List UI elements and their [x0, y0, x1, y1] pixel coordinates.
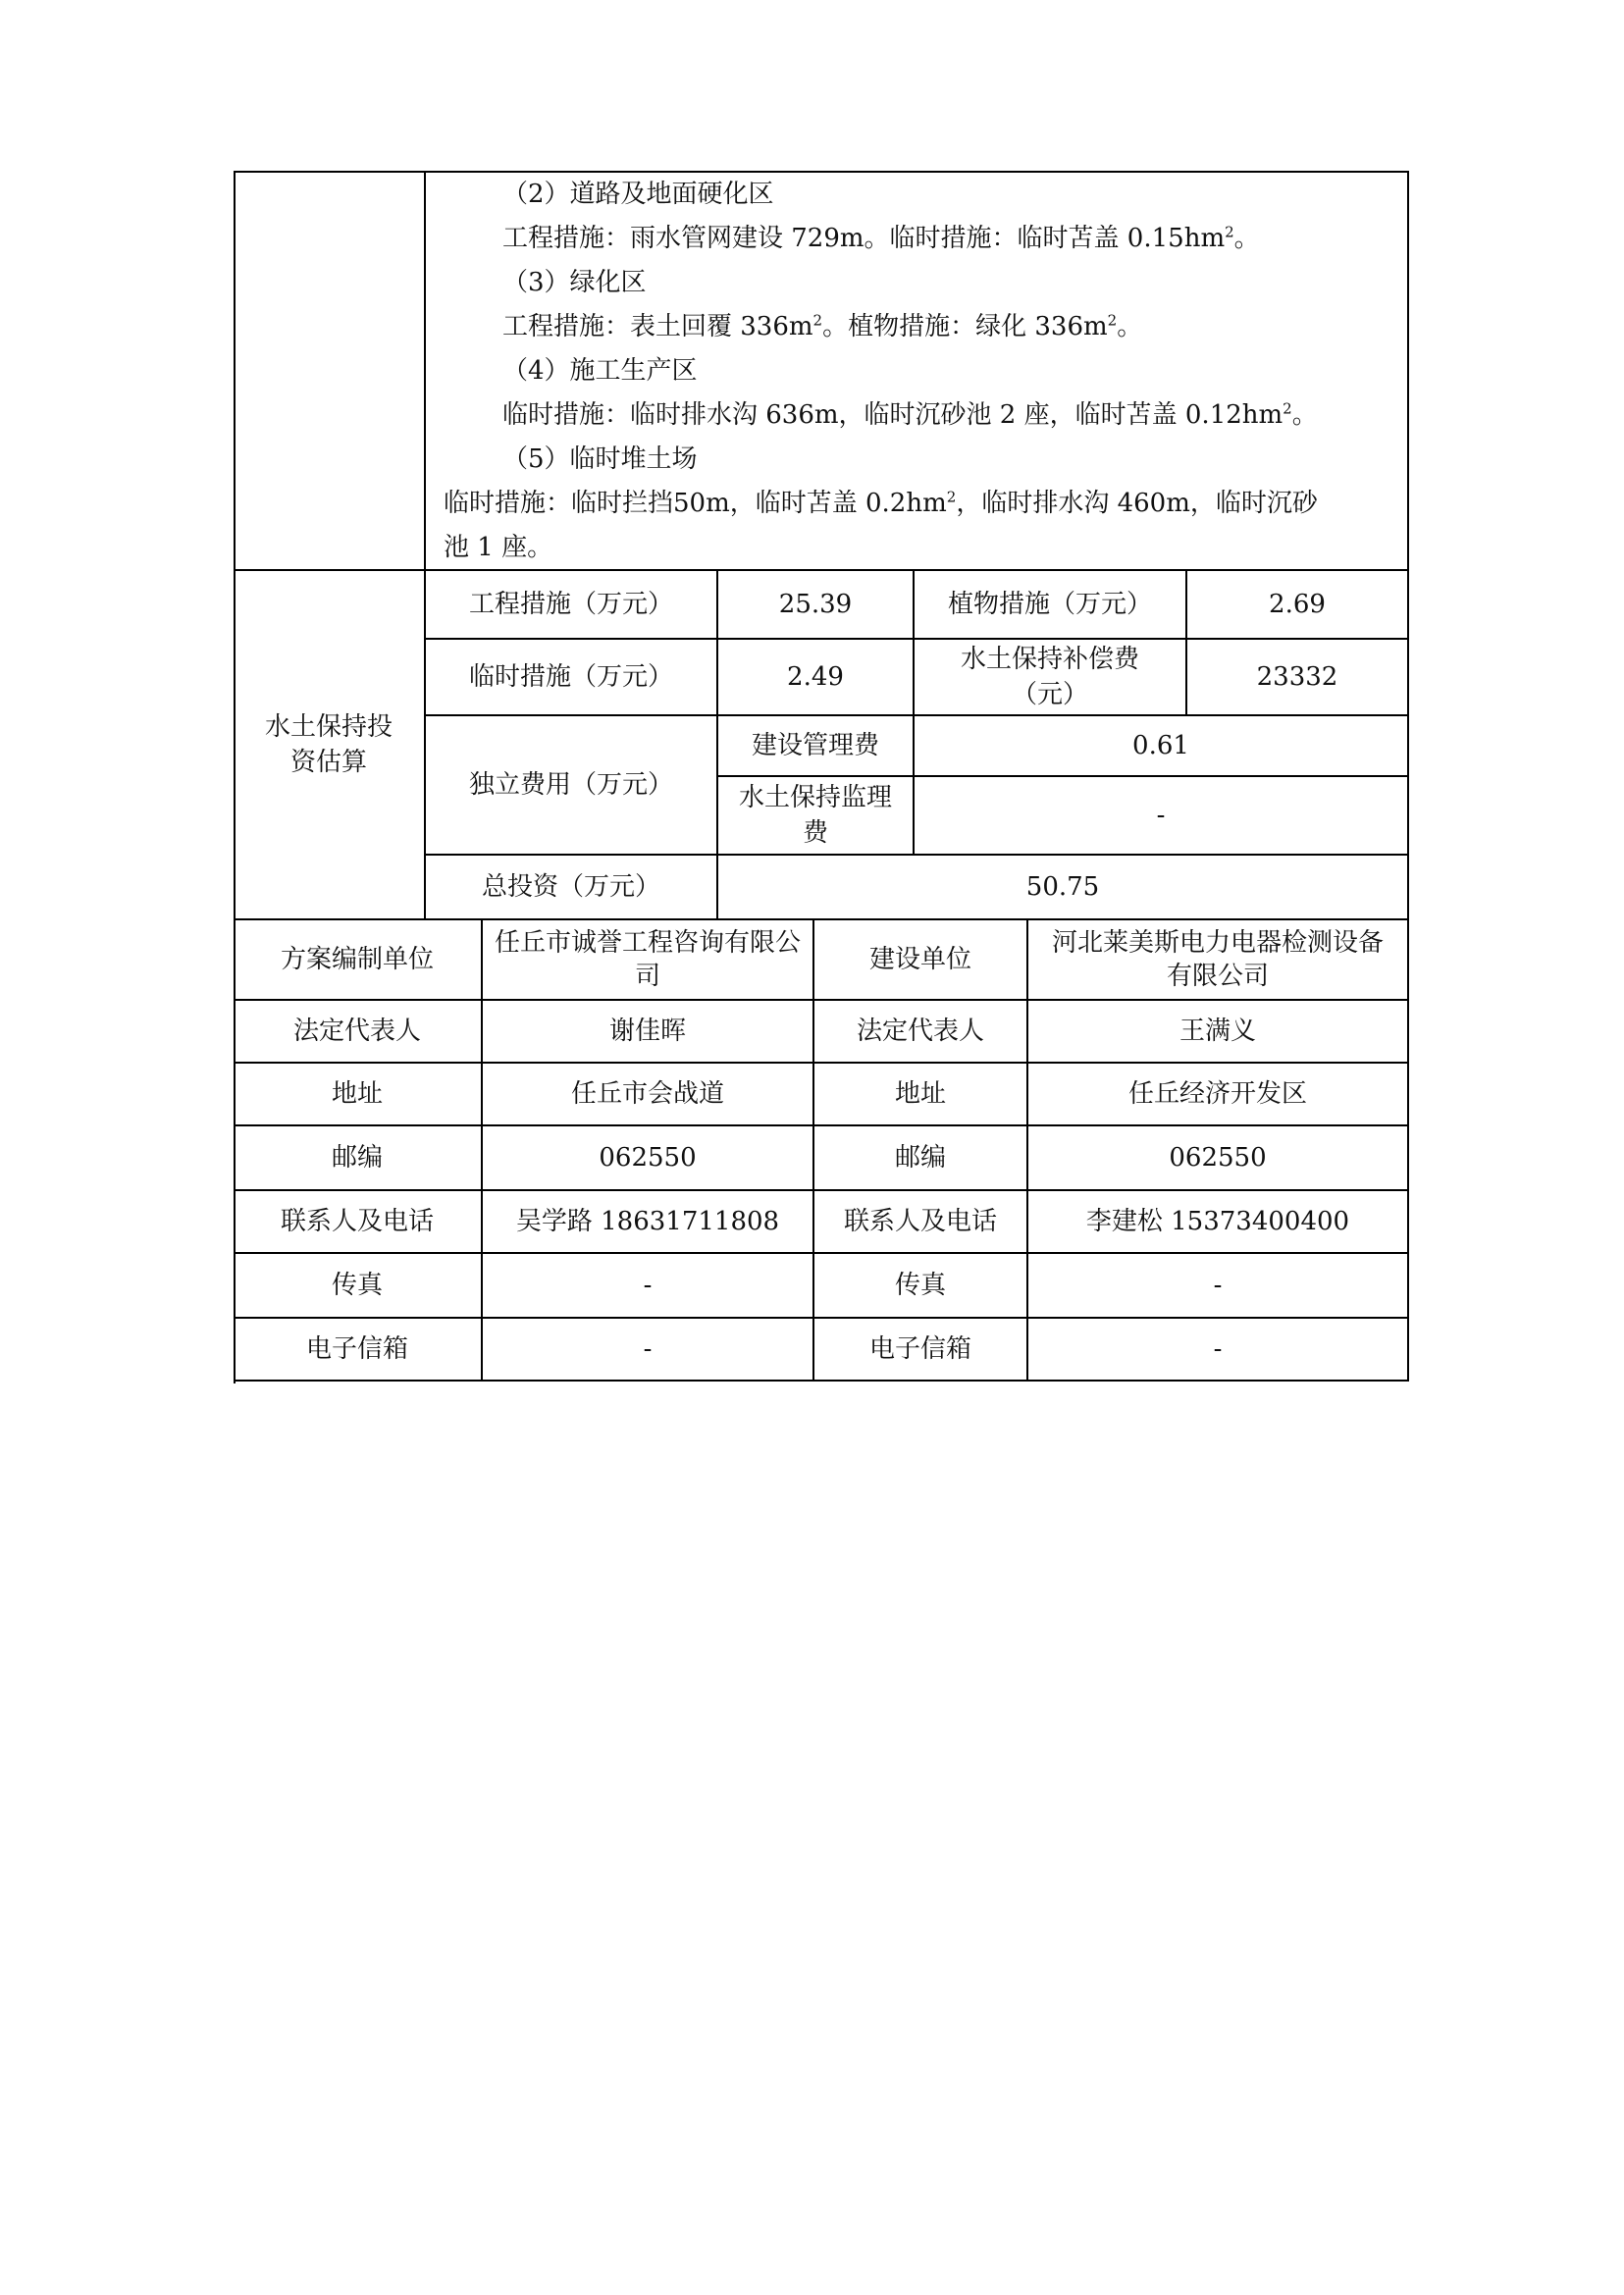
measures-line: （2）道路及地面硬化区 — [502, 180, 774, 209]
contact-row-label-2: 联系人及电话 — [814, 1191, 1028, 1254]
vegetation-value: 2.69 — [1187, 571, 1409, 640]
org-row-label-2: 建设单位 — [814, 920, 1028, 1001]
compensation-label: 水土保持补偿费（元） — [915, 640, 1187, 716]
contact-row-value-1: 吴学路 18631711808 — [483, 1191, 814, 1254]
construction-mgmt-label: 建设管理费 — [718, 716, 915, 777]
legal-rep-row-label-2: 法定代表人 — [814, 1001, 1028, 1064]
investment-section-label: 水土保持投资估算 — [234, 571, 426, 920]
org-row-value-1: 任丘市诚誉工程咨询有限公司 — [483, 920, 814, 1001]
measures-line: 工程措施：表土回覆 $336m^2$。植物措施：绿化 $336m^2$。 — [502, 311, 1143, 341]
address-row-label-1: 地址 — [234, 1064, 483, 1126]
measures-line: （3）绿化区 — [502, 268, 647, 297]
email-row-value-2: - — [1028, 1319, 1409, 1382]
legal-rep-row-label-1: 法定代表人 — [234, 1001, 483, 1064]
measures-line: 池 1 座。 — [444, 533, 553, 562]
measures-line: 临时措施：临时拦挡50m，临时苫盖 $0.2hm^2$，临时排水沟 460m，临时沉砂 — [444, 488, 1318, 518]
independent-label: 独立费用（万元） — [426, 716, 718, 856]
postcode-row-value-1: 062550 — [483, 1126, 814, 1191]
vegetation-label: 植物措施（万元） — [915, 571, 1187, 640]
supervision-value: - — [915, 777, 1409, 856]
supervision-label: 水土保持监理费 — [718, 777, 915, 856]
address-row-value-1: 任丘市会战道 — [483, 1064, 814, 1126]
email-row-value-1: - — [483, 1319, 814, 1382]
address-row-value-2: 任丘经济开发区 — [1028, 1064, 1409, 1126]
measures-label-cell — [234, 171, 426, 571]
compensation-value: 23332 — [1187, 640, 1409, 716]
measures-line: 工程措施：雨水管网建设 729m。临时措施：临时苫盖 $0.15hm^2$。 — [502, 223, 1260, 253]
temporary-value: 2.49 — [718, 640, 915, 716]
postcode-row-value-2: 062550 — [1028, 1126, 1409, 1191]
org-row-label-1: 方案编制单位 — [234, 920, 483, 1001]
engineering-label: 工程措施（万元） — [426, 571, 718, 640]
measures-line: 临时措施：临时排水沟 636m，临时沉砂池 2 座，临时苫盖 $0.12hm^2$。 — [502, 399, 1318, 430]
fax-row-label-2: 传真 — [814, 1254, 1028, 1319]
legal-rep-row-value-1: 谢佳晖 — [483, 1001, 814, 1064]
contact-row-value-2: 李建松 15373400400 — [1028, 1191, 1409, 1254]
contact-row-label-1: 联系人及电话 — [234, 1191, 483, 1254]
construction-mgmt-value: 0.61 — [915, 716, 1409, 777]
measures-line: （4）施工生产区 — [502, 356, 698, 386]
total-label: 总投资（万元） — [426, 856, 718, 920]
measures-text-cell — [426, 171, 1409, 571]
org-row-value-2: 河北莱美斯电力电器检测设备有限公司 — [1028, 920, 1409, 1001]
email-row-label-1: 电子信箱 — [234, 1319, 483, 1382]
postcode-row-label-1: 邮编 — [234, 1126, 483, 1191]
address-row-label-2: 地址 — [814, 1064, 1028, 1126]
fax-row-value-1: - — [483, 1254, 814, 1319]
measures-line: （5）临时堆土场 — [502, 444, 698, 474]
fax-row-label-1: 传真 — [234, 1254, 483, 1319]
temporary-label: 临时措施（万元） — [426, 640, 718, 716]
engineering-value: 25.39 — [718, 571, 915, 640]
total-value: 50.75 — [718, 856, 1409, 920]
legal-rep-row-value-2: 王满义 — [1028, 1001, 1409, 1064]
postcode-row-label-2: 邮编 — [814, 1126, 1028, 1191]
fax-row-value-2: - — [1028, 1254, 1409, 1319]
email-row-label-2: 电子信箱 — [814, 1319, 1028, 1382]
